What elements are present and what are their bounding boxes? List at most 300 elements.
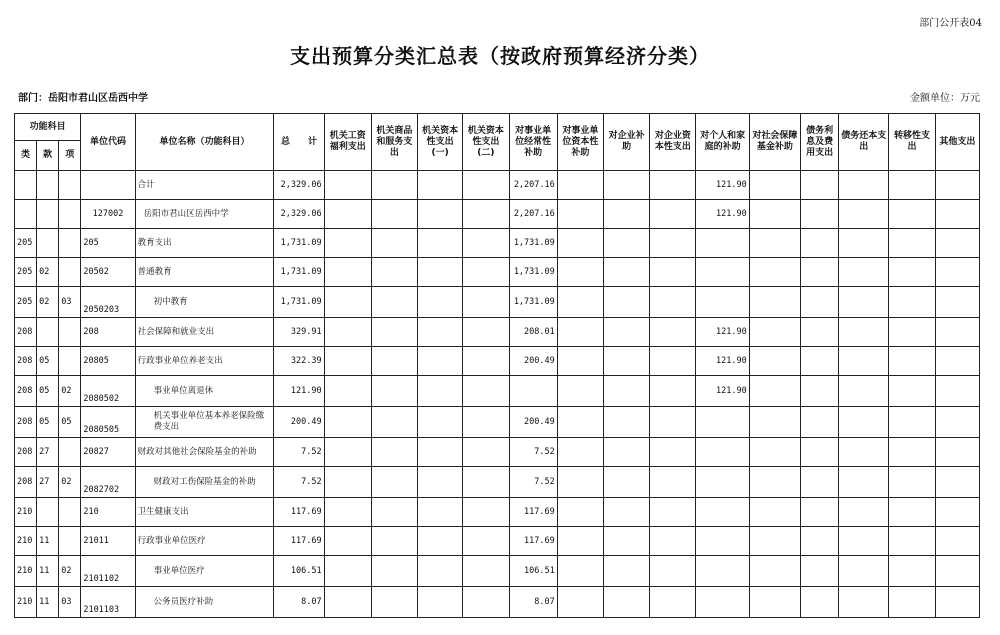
header-col: 对企业补助 bbox=[604, 114, 650, 171]
cell-amount: 1,731.09 bbox=[509, 229, 557, 258]
cell-total: 121.90 bbox=[274, 376, 324, 407]
cell-amount bbox=[604, 171, 650, 200]
cell-amount bbox=[418, 467, 463, 498]
cell-amount bbox=[801, 556, 839, 587]
cell-amount bbox=[418, 498, 463, 527]
cell-amount bbox=[604, 318, 650, 347]
cell-xiang: 02 bbox=[59, 556, 81, 587]
cell-amount: 7.52 bbox=[509, 467, 557, 498]
cell-amount: 117.69 bbox=[509, 498, 557, 527]
header-col: 对社会保障基金补助 bbox=[749, 114, 800, 171]
cell-amount bbox=[557, 467, 603, 498]
cell-unit-code: 21011 bbox=[81, 527, 135, 556]
cell-unit-code: 2050203 bbox=[81, 287, 135, 318]
cell-amount bbox=[839, 347, 889, 376]
table-row bbox=[15, 407, 980, 438]
cell-amount: 117.69 bbox=[509, 527, 557, 556]
cell-amount bbox=[889, 498, 935, 527]
table-row bbox=[15, 438, 980, 467]
cell-total: 2,329.06 bbox=[274, 200, 324, 229]
cell-unit-name: 合计 bbox=[135, 171, 274, 200]
cell-amount bbox=[418, 258, 463, 287]
cell-unit-name: 公务员医疗补助 bbox=[135, 587, 274, 618]
cell-amount bbox=[839, 376, 889, 407]
cell-amount bbox=[696, 527, 749, 556]
cell-amount bbox=[889, 171, 935, 200]
cell-xiang bbox=[59, 318, 81, 347]
cell-amount bbox=[604, 556, 650, 587]
cell-xiang bbox=[59, 498, 81, 527]
cell-xiang bbox=[59, 171, 81, 200]
cell-kuan: 11 bbox=[37, 556, 59, 587]
cell-unit-name: 卫生健康支出 bbox=[135, 498, 274, 527]
cell-amount bbox=[749, 200, 800, 229]
cell-amount bbox=[801, 200, 839, 229]
cell-amount bbox=[463, 258, 509, 287]
cell-lei: 205 bbox=[15, 229, 37, 258]
cell-amount bbox=[463, 376, 509, 407]
cell-amount bbox=[889, 376, 935, 407]
header-col: 债务利息及费用支出 bbox=[801, 114, 839, 171]
cell-amount bbox=[650, 318, 696, 347]
cell-amount bbox=[418, 376, 463, 407]
cell-kuan: 11 bbox=[37, 527, 59, 556]
cell-amount bbox=[889, 200, 935, 229]
cell-total: 200.49 bbox=[274, 407, 324, 438]
table-row bbox=[15, 258, 980, 287]
cell-amount bbox=[463, 407, 509, 438]
cell-amount bbox=[839, 229, 889, 258]
cell-amount bbox=[418, 527, 463, 556]
cell-amount bbox=[801, 171, 839, 200]
cell-amount bbox=[749, 587, 800, 618]
cell-amount bbox=[839, 407, 889, 438]
cell-amount bbox=[463, 467, 509, 498]
cell-amount bbox=[557, 258, 603, 287]
cell-lei: 208 bbox=[15, 407, 37, 438]
cell-total: 117.69 bbox=[274, 498, 324, 527]
cell-amount bbox=[749, 258, 800, 287]
cell-amount: 121.90 bbox=[696, 347, 749, 376]
cell-amount bbox=[935, 556, 979, 587]
cell-amount bbox=[839, 527, 889, 556]
cell-amount bbox=[749, 229, 800, 258]
cell-amount bbox=[604, 287, 650, 318]
cell-amount bbox=[418, 171, 463, 200]
cell-amount bbox=[889, 527, 935, 556]
cell-lei bbox=[15, 200, 37, 229]
cell-amount: 7.52 bbox=[509, 438, 557, 467]
cell-unit-code: 2082702 bbox=[81, 467, 135, 498]
cell-amount bbox=[696, 467, 749, 498]
cell-kuan: 27 bbox=[37, 467, 59, 498]
header-col: 机关资本性支出(一) bbox=[418, 114, 463, 171]
header-col: 机关商品和服务支出 bbox=[371, 114, 417, 171]
cell-lei: 210 bbox=[15, 587, 37, 618]
header-lei: 类 bbox=[15, 141, 37, 171]
cell-lei: 208 bbox=[15, 376, 37, 407]
cell-unit-code: 210 bbox=[81, 498, 135, 527]
cell-unit-name: 社会保障和就业支出 bbox=[135, 318, 274, 347]
cell-amount bbox=[371, 556, 417, 587]
cell-amount bbox=[839, 318, 889, 347]
cell-total: 7.52 bbox=[274, 467, 324, 498]
cell-amount bbox=[749, 318, 800, 347]
cell-unit-name: 财政对其他社会保险基金的补助 bbox=[135, 438, 274, 467]
cell-amount bbox=[801, 347, 839, 376]
cell-amount bbox=[889, 258, 935, 287]
page-title: 支出预算分类汇总表（按政府预算经济分类） bbox=[290, 44, 710, 68]
cell-kuan bbox=[37, 229, 59, 258]
cell-amount bbox=[371, 258, 417, 287]
cell-unit-name: 岳阳市君山区岳西中学 bbox=[135, 200, 274, 229]
cell-total: 117.69 bbox=[274, 527, 324, 556]
cell-amount bbox=[324, 407, 371, 438]
cell-lei: 205 bbox=[15, 258, 37, 287]
cell-lei: 208 bbox=[15, 347, 37, 376]
cell-amount bbox=[935, 438, 979, 467]
cell-amount bbox=[935, 587, 979, 618]
cell-lei: 208 bbox=[15, 438, 37, 467]
cell-amount bbox=[418, 287, 463, 318]
cell-amount bbox=[418, 318, 463, 347]
cell-amount: 121.90 bbox=[696, 318, 749, 347]
cell-amount bbox=[749, 407, 800, 438]
cell-amount bbox=[650, 229, 696, 258]
cell-amount bbox=[557, 527, 603, 556]
cell-amount bbox=[696, 498, 749, 527]
cell-amount bbox=[749, 287, 800, 318]
budget-table bbox=[14, 113, 980, 618]
cell-amount bbox=[418, 407, 463, 438]
cell-amount bbox=[557, 407, 603, 438]
cell-amount bbox=[935, 200, 979, 229]
cell-amount: 121.90 bbox=[696, 200, 749, 229]
cell-amount bbox=[801, 498, 839, 527]
cell-lei bbox=[15, 171, 37, 200]
cell-amount bbox=[696, 229, 749, 258]
cell-amount bbox=[463, 347, 509, 376]
cell-amount bbox=[324, 200, 371, 229]
cell-amount bbox=[557, 318, 603, 347]
cell-amount bbox=[557, 347, 603, 376]
header-kuan: 款 bbox=[37, 141, 59, 171]
cell-amount bbox=[557, 556, 603, 587]
cell-amount bbox=[889, 467, 935, 498]
cell-unit-code: 2101103 bbox=[81, 587, 135, 618]
cell-amount bbox=[749, 376, 800, 407]
cell-amount bbox=[463, 287, 509, 318]
cell-xiang bbox=[59, 258, 81, 287]
cell-amount bbox=[463, 556, 509, 587]
cell-amount bbox=[749, 347, 800, 376]
cell-amount bbox=[935, 229, 979, 258]
cell-xiang: 05 bbox=[59, 407, 81, 438]
table-row bbox=[15, 200, 980, 229]
cell-amount bbox=[801, 587, 839, 618]
cell-amount bbox=[371, 200, 417, 229]
header-col: 对个人和家庭的补助 bbox=[696, 114, 749, 171]
cell-xiang bbox=[59, 438, 81, 467]
cell-amount bbox=[604, 407, 650, 438]
cell-unit-name: 财政对工伤保险基金的补助 bbox=[135, 467, 274, 498]
cell-amount bbox=[324, 498, 371, 527]
cell-amount bbox=[557, 287, 603, 318]
cell-kuan: 27 bbox=[37, 438, 59, 467]
cell-amount bbox=[604, 258, 650, 287]
cell-amount bbox=[324, 587, 371, 618]
cell-amount bbox=[839, 258, 889, 287]
header-function-subject: 功能科目 bbox=[15, 114, 81, 141]
table-row bbox=[15, 347, 980, 376]
amount-unit-label: 金额单位：万元 bbox=[910, 93, 980, 104]
cell-unit-code bbox=[81, 171, 135, 200]
header-col: 对事业单位经常性补助 bbox=[509, 114, 557, 171]
cell-amount bbox=[650, 498, 696, 527]
cell-unit-name: 教育支出 bbox=[135, 229, 274, 258]
cell-amount: 200.49 bbox=[509, 347, 557, 376]
cell-amount bbox=[801, 467, 839, 498]
header-col: 机关工资福利支出 bbox=[324, 114, 371, 171]
cell-amount bbox=[324, 171, 371, 200]
cell-amount: 8.07 bbox=[509, 587, 557, 618]
cell-amount bbox=[604, 498, 650, 527]
cell-amount bbox=[604, 527, 650, 556]
cell-xiang: 03 bbox=[59, 287, 81, 318]
cell-amount bbox=[749, 438, 800, 467]
cell-amount bbox=[557, 171, 603, 200]
cell-amount bbox=[463, 171, 509, 200]
table-row bbox=[15, 556, 980, 587]
cell-amount bbox=[839, 556, 889, 587]
cell-amount bbox=[889, 229, 935, 258]
cell-amount bbox=[418, 587, 463, 618]
cell-amount bbox=[371, 498, 417, 527]
cell-amount bbox=[463, 527, 509, 556]
cell-amount bbox=[324, 467, 371, 498]
cell-total: 106.51 bbox=[274, 556, 324, 587]
cell-amount bbox=[801, 229, 839, 258]
cell-total: 1,731.09 bbox=[274, 258, 324, 287]
cell-amount bbox=[749, 171, 800, 200]
cell-amount bbox=[371, 438, 417, 467]
cell-lei: 205 bbox=[15, 287, 37, 318]
cell-amount bbox=[324, 229, 371, 258]
cell-xiang: 02 bbox=[59, 467, 81, 498]
cell-unit-code: 205 bbox=[81, 229, 135, 258]
cell-amount bbox=[604, 376, 650, 407]
cell-amount bbox=[935, 258, 979, 287]
cell-amount bbox=[839, 200, 889, 229]
cell-amount bbox=[839, 171, 889, 200]
cell-amount bbox=[801, 318, 839, 347]
cell-amount bbox=[696, 556, 749, 587]
cell-amount bbox=[889, 287, 935, 318]
cell-amount bbox=[839, 498, 889, 527]
cell-amount: 121.90 bbox=[696, 171, 749, 200]
cell-amount bbox=[604, 587, 650, 618]
cell-amount bbox=[839, 467, 889, 498]
cell-amount bbox=[650, 347, 696, 376]
cell-amount bbox=[650, 556, 696, 587]
header-col: 对事业单位资本性补助 bbox=[557, 114, 603, 171]
cell-amount bbox=[935, 376, 979, 407]
cell-amount bbox=[463, 229, 509, 258]
cell-amount bbox=[604, 200, 650, 229]
cell-amount bbox=[418, 347, 463, 376]
cell-amount bbox=[371, 527, 417, 556]
header-total: 总 计 bbox=[274, 114, 324, 171]
cell-amount: 121.90 bbox=[696, 376, 749, 407]
cell-amount bbox=[935, 318, 979, 347]
header-unit-name: 单位名称（功能科目） bbox=[135, 114, 274, 171]
cell-amount bbox=[801, 438, 839, 467]
cell-amount bbox=[889, 556, 935, 587]
cell-xiang: 03 bbox=[59, 587, 81, 618]
cell-amount bbox=[650, 527, 696, 556]
cell-kuan: 05 bbox=[37, 347, 59, 376]
cell-amount bbox=[650, 467, 696, 498]
cell-amount bbox=[650, 438, 696, 467]
cell-kuan bbox=[37, 318, 59, 347]
cell-total: 322.39 bbox=[274, 347, 324, 376]
cell-amount bbox=[371, 376, 417, 407]
cell-amount bbox=[935, 407, 979, 438]
cell-unit-name: 行政事业单位养老支出 bbox=[135, 347, 274, 376]
cell-total: 2,329.06 bbox=[274, 171, 324, 200]
cell-amount bbox=[324, 527, 371, 556]
cell-amount bbox=[749, 498, 800, 527]
cell-amount bbox=[604, 438, 650, 467]
cell-amount: 1,731.09 bbox=[509, 287, 557, 318]
cell-amount bbox=[509, 376, 557, 407]
cell-unit-name: 普通教育 bbox=[135, 258, 274, 287]
cell-amount bbox=[324, 556, 371, 587]
cell-amount bbox=[371, 318, 417, 347]
header-col: 对企业资本性支出 bbox=[650, 114, 696, 171]
cell-amount bbox=[749, 527, 800, 556]
cell-kuan: 02 bbox=[37, 258, 59, 287]
cell-amount bbox=[696, 407, 749, 438]
header-unit-code: 单位代码 bbox=[81, 114, 135, 171]
cell-lei: 210 bbox=[15, 498, 37, 527]
cell-amount bbox=[371, 171, 417, 200]
cell-amount: 2,207.16 bbox=[509, 171, 557, 200]
cell-amount bbox=[418, 556, 463, 587]
cell-amount bbox=[696, 587, 749, 618]
cell-amount bbox=[696, 438, 749, 467]
cell-amount bbox=[749, 556, 800, 587]
cell-xiang bbox=[59, 527, 81, 556]
table-row bbox=[15, 498, 980, 527]
cell-amount bbox=[371, 229, 417, 258]
cell-amount bbox=[557, 376, 603, 407]
cell-amount bbox=[839, 438, 889, 467]
table-row bbox=[15, 287, 980, 318]
cell-kuan: 11 bbox=[37, 587, 59, 618]
cell-amount bbox=[935, 498, 979, 527]
cell-amount bbox=[463, 438, 509, 467]
cell-unit-code: 2080502 bbox=[81, 376, 135, 407]
cell-xiang bbox=[59, 200, 81, 229]
cell-unit-name: 行政事业单位医疗 bbox=[135, 527, 274, 556]
cell-amount bbox=[935, 171, 979, 200]
cell-xiang: 02 bbox=[59, 376, 81, 407]
cell-unit-code: 20805 bbox=[81, 347, 135, 376]
table-row bbox=[15, 229, 980, 258]
cell-amount bbox=[463, 200, 509, 229]
cell-amount bbox=[889, 407, 935, 438]
cell-unit-name: 初中教育 bbox=[135, 287, 274, 318]
cell-amount bbox=[557, 200, 603, 229]
table-row bbox=[15, 171, 980, 200]
cell-amount bbox=[604, 229, 650, 258]
cell-amount bbox=[839, 587, 889, 618]
cell-unit-code: 208 bbox=[81, 318, 135, 347]
cell-amount bbox=[557, 229, 603, 258]
cell-amount bbox=[324, 318, 371, 347]
cell-amount bbox=[650, 171, 696, 200]
cell-amount bbox=[801, 258, 839, 287]
cell-kuan bbox=[37, 171, 59, 200]
cell-amount bbox=[418, 200, 463, 229]
cell-amount bbox=[889, 587, 935, 618]
cell-amount bbox=[889, 438, 935, 467]
cell-amount bbox=[889, 318, 935, 347]
cell-amount bbox=[463, 318, 509, 347]
cell-unit-code: 20827 bbox=[81, 438, 135, 467]
cell-amount bbox=[696, 258, 749, 287]
cell-amount: 1,731.09 bbox=[509, 258, 557, 287]
cell-amount bbox=[696, 287, 749, 318]
cell-amount: 106.51 bbox=[509, 556, 557, 587]
cell-amount bbox=[371, 587, 417, 618]
cell-amount bbox=[650, 287, 696, 318]
cell-amount bbox=[463, 587, 509, 618]
cell-amount bbox=[935, 467, 979, 498]
cell-amount bbox=[650, 587, 696, 618]
cell-unit-name: 事业单位医疗 bbox=[135, 556, 274, 587]
cell-amount bbox=[801, 376, 839, 407]
cell-amount bbox=[935, 347, 979, 376]
cell-amount bbox=[324, 287, 371, 318]
cell-amount bbox=[650, 376, 696, 407]
cell-amount bbox=[604, 467, 650, 498]
cell-kuan: 05 bbox=[37, 407, 59, 438]
header-col: 转移性支出 bbox=[889, 114, 935, 171]
cell-total: 8.07 bbox=[274, 587, 324, 618]
cell-unit-name: 事业单位离退休 bbox=[135, 376, 274, 407]
table-row bbox=[15, 527, 980, 556]
cell-unit-code: 20502 bbox=[81, 258, 135, 287]
cell-kuan: 02 bbox=[37, 287, 59, 318]
cell-xiang bbox=[59, 229, 81, 258]
cell-amount bbox=[801, 527, 839, 556]
cell-amount bbox=[418, 438, 463, 467]
cell-amount bbox=[463, 498, 509, 527]
cell-amount bbox=[557, 498, 603, 527]
cell-amount bbox=[935, 527, 979, 556]
cell-amount bbox=[557, 587, 603, 618]
form-number: 部门公开表04 bbox=[919, 18, 982, 29]
cell-amount bbox=[418, 229, 463, 258]
cell-amount bbox=[749, 467, 800, 498]
cell-amount bbox=[371, 467, 417, 498]
cell-kuan bbox=[37, 200, 59, 229]
cell-lei: 210 bbox=[15, 527, 37, 556]
cell-amount bbox=[650, 258, 696, 287]
cell-amount bbox=[324, 438, 371, 467]
